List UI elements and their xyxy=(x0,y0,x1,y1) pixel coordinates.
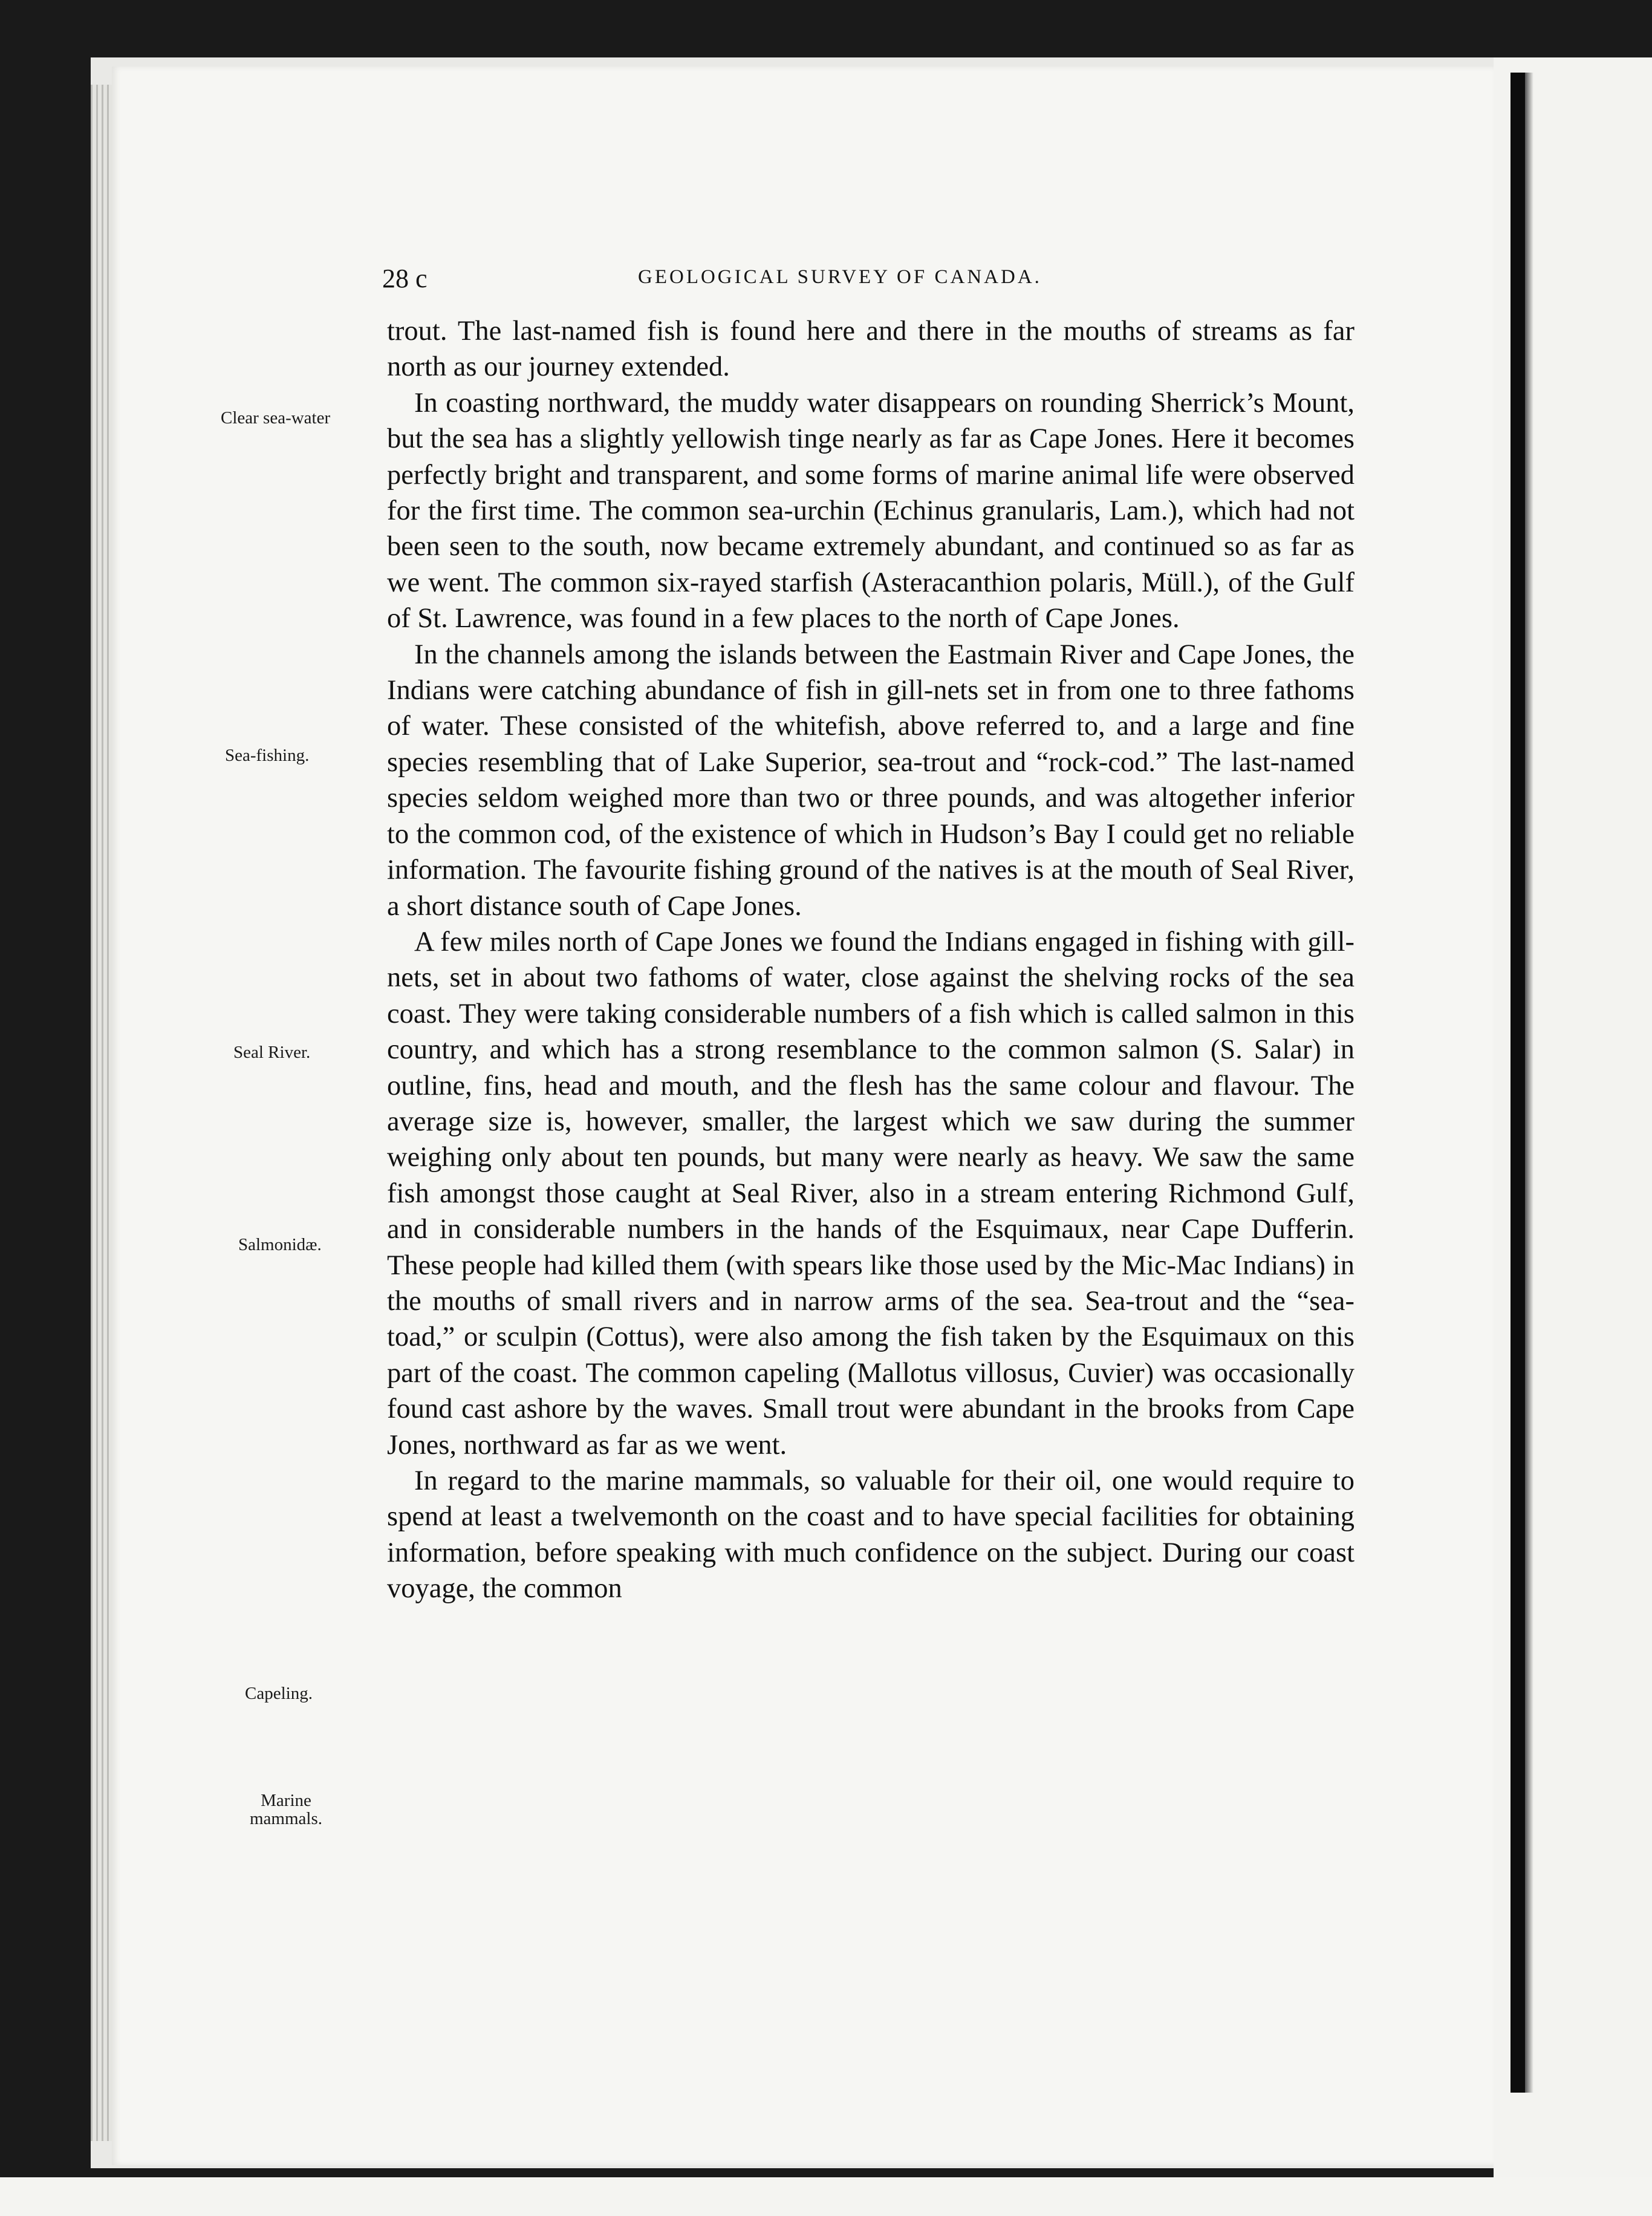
running-head: GEOLOGICAL SURVEY OF CANADA. xyxy=(638,266,1042,288)
paragraph-salmonidae: A few miles north of Cape Jones we found the Indians engaged in fishing with gill-nets, set in about two fathoms of water, close against the shelving rocks of the sea coast. They were taking considerable numbers of a fish which is called salmon in this country, and which has a strong resemblance to the common salmon (S. Salar) in outline, fins, head and mouth, and the flesh has the same colour and flavour. The average size is, however, smaller, the largest which we saw during the summer weighing only about ten pounds, but many were nearly as heavy. We saw the same fish amongst those caught at Seal River, also in a stream entering Richmond Gulf, and in considerable numbers in the hands of the Esquimaux, near Cape Dufferin. These people had killed them (with spears like those used by the Mic-Mac Indians) in the mouths of small rivers and in narrow arms of the sea. Sea-trout and the “sea-toad,” or sculpin (Cottus), were also among the fish taken by the Esquimaux on this part of the coast. The common capeling (Mallotus villosus, Cuvier) was occasionally found cast ashore by the waves. Small trout were abundant in the brooks from Cape Jones, northward as far as we went. xyxy=(387,926,1354,1461)
bottom-margin xyxy=(0,2177,1652,2216)
side-note-marine-line1: Marine xyxy=(261,1791,311,1810)
side-note-seal-river: Seal River. xyxy=(233,1043,311,1062)
side-note-marine-mammals xyxy=(241,1791,331,1828)
binding-shadow xyxy=(1511,73,1525,2093)
side-note-capeling: Capeling. xyxy=(245,1684,313,1703)
binding-gradient xyxy=(1525,73,1533,2093)
paragraph-continuation: trout. The last-named fish is found here and there in the mouths of streams as far north as our journey extended. xyxy=(387,316,1354,383)
page-number: 28 c xyxy=(382,264,428,293)
side-note-salmonidae: Salmonidæ. xyxy=(238,1235,322,1254)
side-note-marine-line2: mammals. xyxy=(249,1809,322,1828)
paragraph-sea-fishing: In the channels among the islands between the Eastmain River and Cape Jones, the Indians were catching abundance of fish in gill-nets set in from one to three fathoms of water. These consisted of the whitefish, above referred to, and a large and fine species resembling that of Lake Superior, sea-trout and “rock-cod.” The last-named species seldom weighed more than two or three pounds, and was altogether inferior to the common cod, of the existence of which in Hudson’s Bay I could get no reliable information. The favourite fishing ground of the natives is at the mouth of Seal River, a short distance south of Cape Jones. xyxy=(387,639,1354,922)
body-text xyxy=(387,313,1354,1607)
paragraph-clear-sea-water: In coasting northward, the muddy water disappears on rounding Sherrick’s Mount, but the sea has a slightly yellowish tinge nearly as far as Cape Jones. Here it becomes perfectly bright and transparent, and some forms of marine animal life were observed for the first time. The common sea-urchin (Echinus granularis, Lam.), which had not been seen to the south, now became extremely abundant, and continued so as far as we went. The common six-rayed starfish (Asteracanthion polaris, Müll.), of the Gulf of St. Lawrence, was found in a few places to the north of Cape Jones. xyxy=(387,387,1354,634)
side-note-sea-fishing: Sea-fishing. xyxy=(225,746,310,765)
side-note-clear-sea-water: Clear sea-water xyxy=(221,408,331,428)
paragraph-marine-mammals: In regard to the marine mammals, so valuable for their oil, one would require to spend at least a twelvemonth on the coast and to have special facilities for obtaining information, before speaking with much confidence on the subject. During our coast voyage, the common xyxy=(387,1465,1354,1605)
